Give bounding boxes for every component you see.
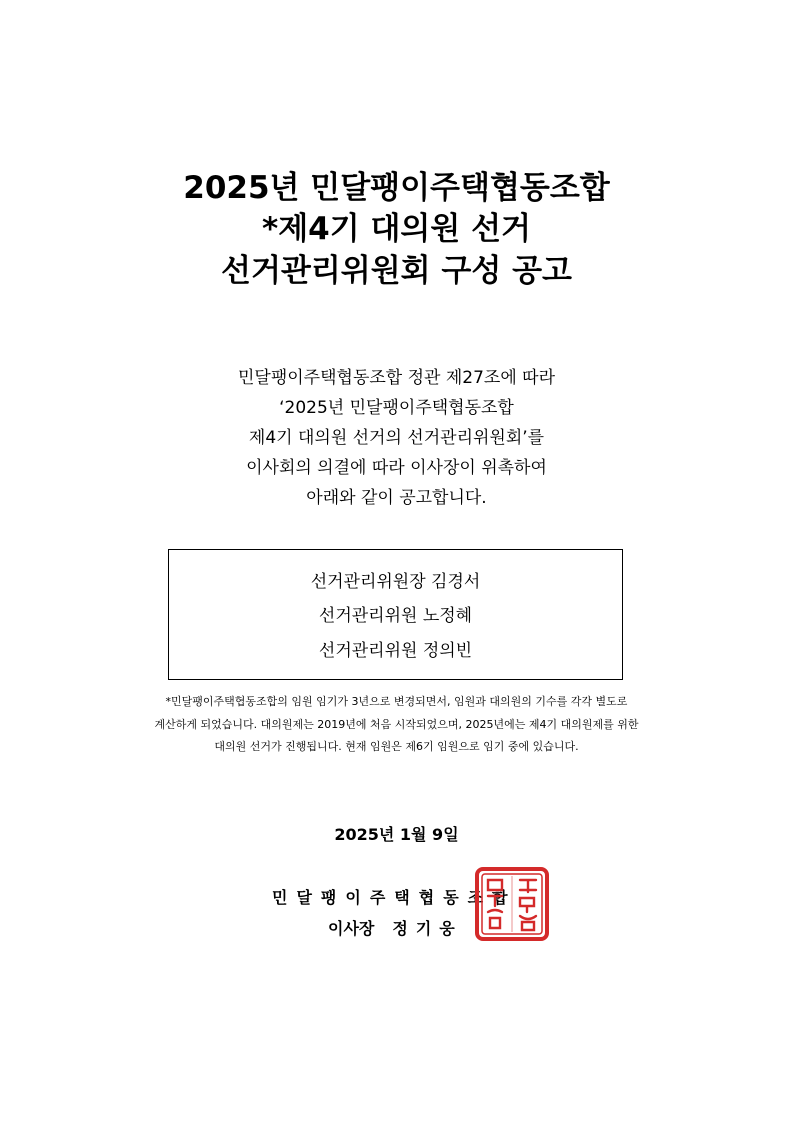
title-line-1: 2025년 민달팽이주택협동조합 [183,170,610,206]
body-line-3: 제4기 대의원 선거의 선거관리위원회’를 [248,428,545,448]
title-line-3: 선거관리위원회 구성 공고 [221,253,572,289]
body-line-1: 민달팽이주택협동조합 정관 제27조에 따라 [237,368,556,388]
committee-member-2: 선거관리위원 정의빈 [318,641,473,661]
body-line-5: 아래와 같이 공고합니다. [306,488,487,508]
official-seal-icon [474,866,550,942]
committee-member-1: 선거관리위원 노정혜 [318,606,473,626]
footnote-line-3: 대의원 선거가 진행됩니다. 현재 임원은 제6기 임원으로 임기 중에 있습니다. [214,740,579,753]
title-line-2: *제4기 대의원 선거 [262,211,531,247]
committee-chair: 선거관리위원장 김경서 [310,572,481,592]
footnote-line-2: 계산하게 되었습니다. 대의원제는 2019년에 처음 시작되었으며, 2025년에는 제4기 대의원제를 위한 [154,718,639,731]
signature-president [328,917,463,941]
signature-organization: 민달팽이주택협동조합 [272,888,517,907]
president-name: 정기웅 [392,919,463,938]
footnote-line-1: *민달팽이주택협동조합의 임원 임기가 3년으로 변경되면서, 임원과 대의원의 기수를 각각 별도로 [165,695,628,708]
committee-box [168,549,623,680]
president-title: 이사장 [328,919,375,938]
announcement-date: 2025년 1월 9일 [334,825,459,844]
body-line-2: ‘2025년 민달팽이주택협동조합 [279,398,514,418]
body-line-4: 이사회의 의결에 따라 이사장이 위촉하여 [246,458,547,478]
